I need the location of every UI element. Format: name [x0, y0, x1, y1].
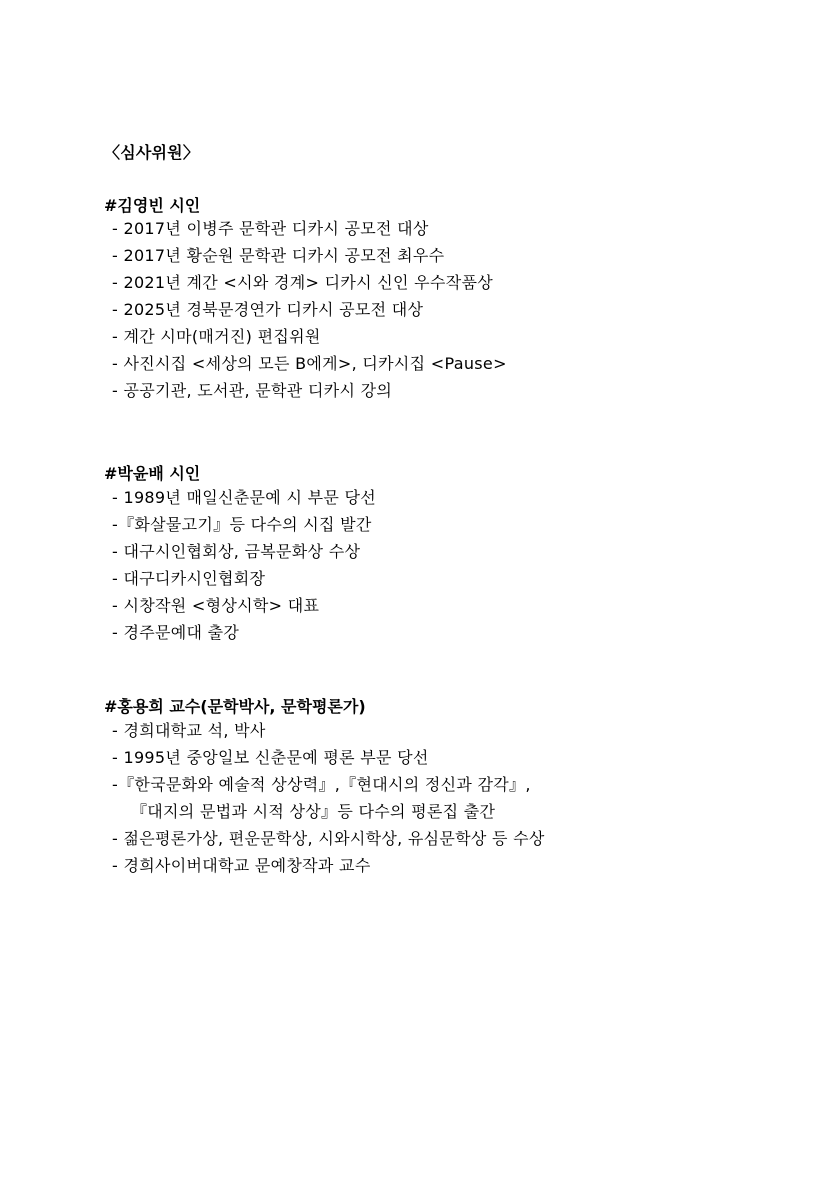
- list-item-continuation: 『대지의 문법과 시적 상상』등 다수의 평론집 출간: [131, 802, 496, 821]
- list-item: - 대구디카시인협회장: [112, 569, 266, 588]
- list-item: - 1989년 매일신춘문예 시 부문 당선: [112, 488, 376, 507]
- section-title: 〈심사위원〉: [104, 143, 200, 162]
- list-item: - 2025년 경북문경연가 디카시 공모전 대상: [112, 300, 424, 319]
- judge-heading-park: #박윤배 시인: [104, 464, 201, 483]
- list-item: - 대구시인협회상, 금복문화상 수상: [112, 542, 361, 561]
- list-item: - 경희사이버대학교 문예창작과 교수: [112, 856, 371, 875]
- list-item: - 경희대학교 석, 박사: [112, 721, 266, 740]
- list-item: - 2021년 계간 <시와 경계> 디카시 신인 우수작품상: [112, 273, 493, 292]
- list-item: -『화살물고기』등 다수의 시집 발간: [112, 515, 372, 534]
- list-item: - 계간 시마(매거진) 편집위원: [112, 327, 321, 346]
- judge-heading-kim: #김영빈 시인: [104, 196, 201, 215]
- list-item: - 시창작원 <형상시학> 대표: [112, 596, 320, 615]
- list-item: - 2017년 이병주 문학관 디카시 공모전 대상: [112, 219, 429, 238]
- judge-heading-hong: #홍용희 교수(문학박사, 문학평론가): [104, 697, 366, 716]
- list-item: - 경주문예대 출강: [112, 623, 240, 642]
- list-item: - 2017년 황순원 문학관 디카시 공모전 최우수: [112, 246, 445, 265]
- list-item: - 1995년 중앙일보 신춘문예 평론 부문 당선: [112, 748, 429, 767]
- list-item: - 젊은평론가상, 편운문학상, 시와시학상, 유심문학상 등 수상: [112, 829, 545, 848]
- list-item: -『한국문화와 예술적 상상력』,『현대시의 정신과 감각』,: [112, 775, 531, 794]
- list-item: - 공공기관, 도서관, 문학관 디카시 강의: [112, 381, 393, 400]
- list-item: - 사진시집 <세상의 모든 B에게>, 디카시집 <Pause>: [112, 354, 507, 373]
